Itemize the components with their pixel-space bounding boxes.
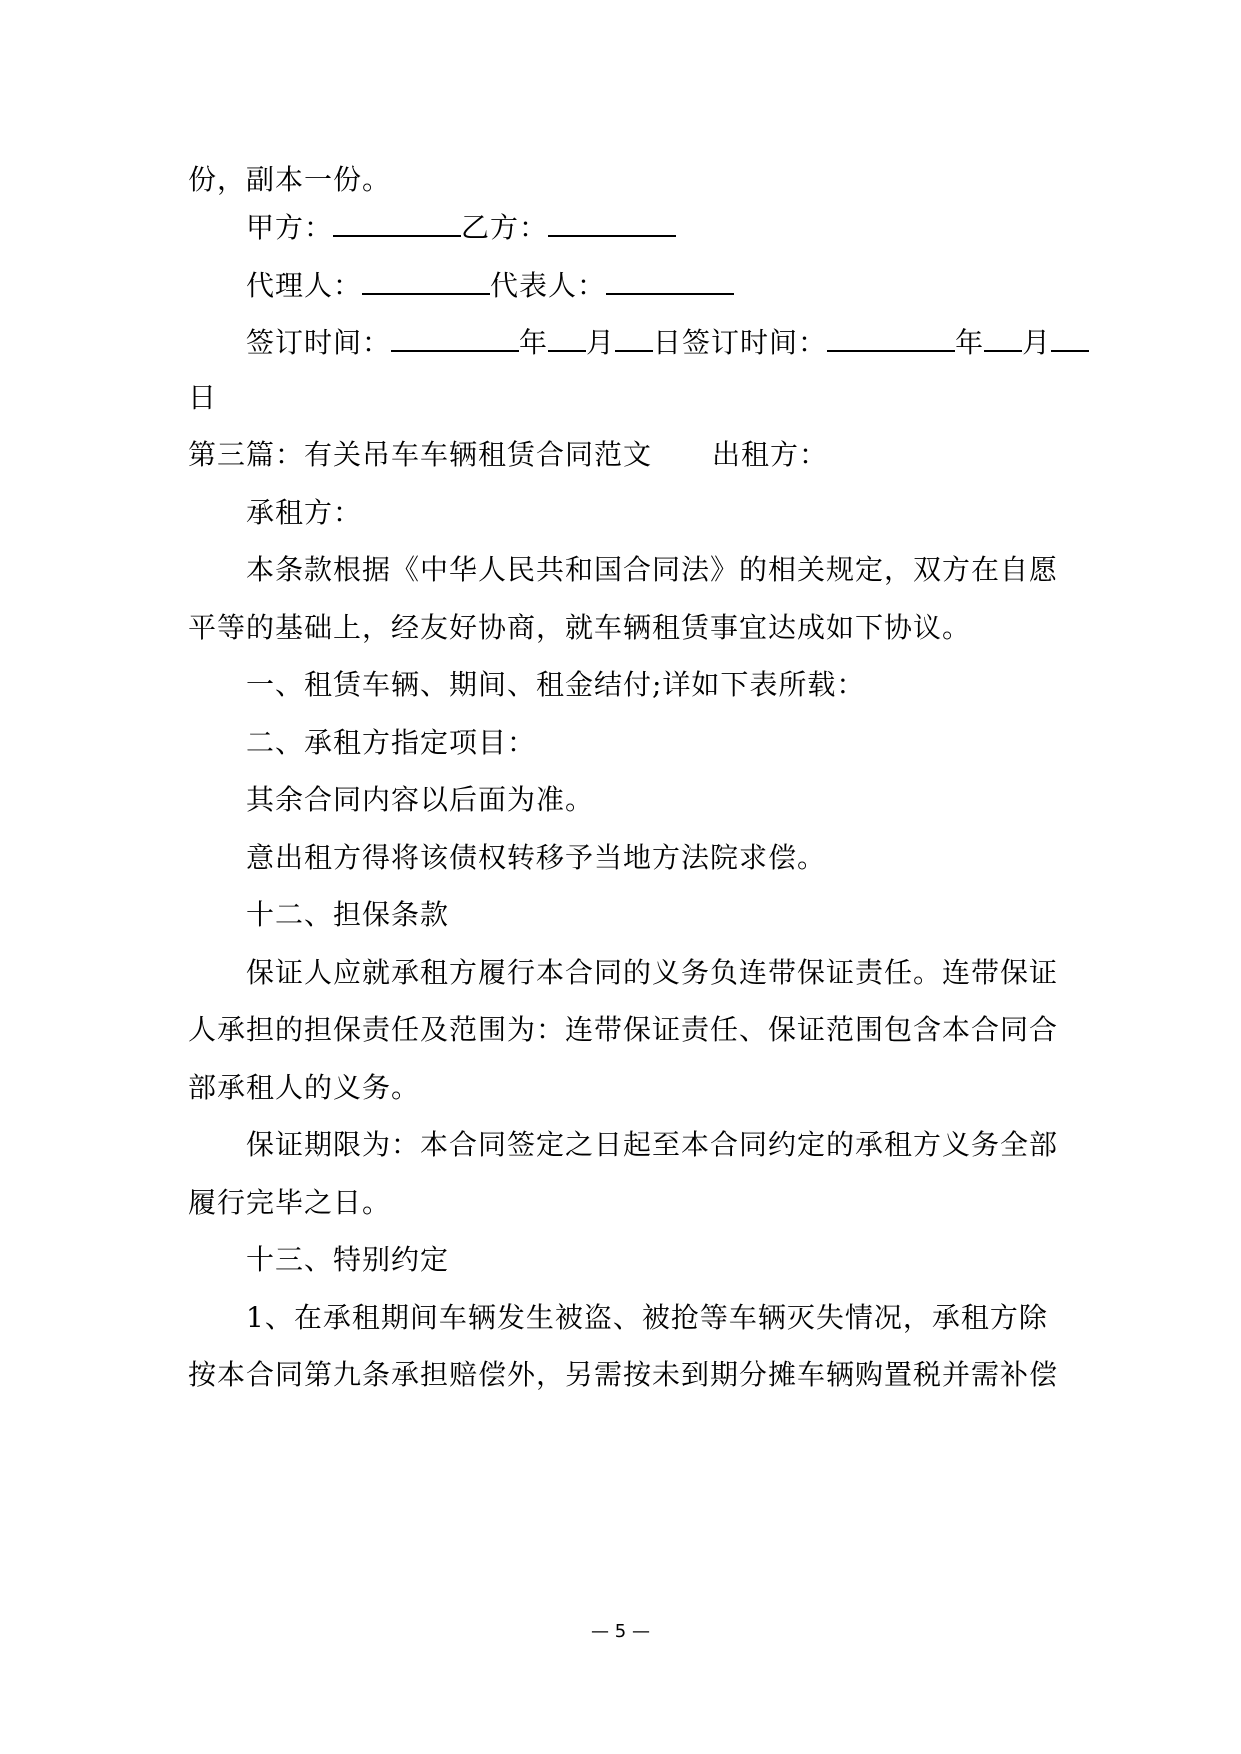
month-label-2: 月 [1022, 326, 1052, 359]
representative-blank [606, 263, 734, 295]
text-line [246, 953, 1068, 993]
section-title: 第三篇：有关吊车车辆租赁合同范文 [188, 438, 653, 471]
text-line [188, 378, 1068, 418]
line-text: 部承租人的义务。 [188, 1071, 421, 1104]
line-text: 份，副本一份。 [188, 163, 392, 196]
party-b-label: 乙方： [461, 211, 549, 244]
text-line [246, 780, 1068, 820]
text-line [246, 550, 1068, 590]
lessor-label: 出租方： [712, 438, 829, 471]
sign-date-line [246, 320, 1068, 360]
lessee-label: 承租方： [246, 496, 363, 529]
text-line [188, 1068, 1068, 1108]
section-title-line [188, 435, 1068, 475]
line-text: 意出租方得将该债权转移予当地方法院求偿。 [246, 841, 827, 874]
line-text: 1、在承租期间车辆发生被盗、被抢等车辆灭失情况，承租方除 [246, 1301, 1048, 1334]
party-b-blank [548, 205, 676, 237]
text-line [246, 1298, 1068, 1338]
clause-text: 二、承租方指定项目： [246, 726, 537, 759]
text-line [188, 1355, 1068, 1395]
page-number: — 5 — [591, 1621, 650, 1642]
line-text: 本条款根据《中华人民共和国合同法》的相关规定，双方在自愿 [246, 553, 1059, 586]
party-a-label: 甲方： [246, 211, 334, 244]
clause-heading-text: 十三、特别约定 [246, 1243, 450, 1276]
agent-blank [362, 263, 490, 295]
agent-label: 代理人： [246, 269, 363, 302]
text-line [188, 608, 1068, 648]
party-a-blank [333, 205, 461, 237]
text-line [246, 1125, 1068, 1165]
line-text: 履行完毕之日。 [188, 1186, 392, 1219]
clause-heading-text: 十二、担保条款 [246, 898, 450, 931]
month-blank [548, 320, 586, 352]
text-line [188, 1010, 1068, 1050]
clause-heading [246, 1240, 1068, 1280]
line-text: 其余合同内容以后面为准。 [246, 783, 595, 816]
line-text: 人承担的担保责任及范围为：连带保证责任、保证范围包含本合同合 [188, 1013, 1059, 1046]
sign-date-label-2: 日签订时间： [653, 326, 828, 359]
year-label-2: 年 [955, 326, 985, 359]
party-line [246, 205, 1068, 245]
line-text: 按本合同第九条承担赔偿外，另需按未到期分摊车辆购置税并需补偿 [188, 1358, 1059, 1391]
text-line [188, 160, 1068, 200]
day-blank [615, 320, 653, 352]
month-blank-2 [984, 320, 1022, 352]
lessee-line [246, 493, 1068, 533]
month-label: 月 [586, 326, 616, 359]
representative-label: 代表人： [490, 269, 607, 302]
clause-text: 一、租赁车辆、期间、租金结付;详如下表所载： [246, 668, 866, 701]
year-blank-2 [827, 320, 955, 352]
text-line [188, 1183, 1068, 1223]
text-line [246, 838, 1068, 878]
clause-line [246, 723, 1068, 763]
year-blank [391, 320, 519, 352]
line-text: 保证期限为：本合同签定之日起至本合同约定的承租方义务全部 [246, 1128, 1059, 1161]
year-label: 年 [519, 326, 549, 359]
sign-date-label: 签订时间： [246, 326, 392, 359]
line-text: 保证人应就承租方履行本合同的义务负连带保证责任。连带保证 [246, 956, 1059, 989]
day-blank-2 [1051, 320, 1089, 352]
line-text: 平等的基础上，经友好协商，就车辆租赁事宜达成如下协议。 [188, 611, 972, 644]
line-text: 日 [188, 381, 218, 414]
clause-line [246, 665, 1068, 705]
agent-line [246, 263, 1068, 303]
clause-heading [246, 895, 1068, 935]
